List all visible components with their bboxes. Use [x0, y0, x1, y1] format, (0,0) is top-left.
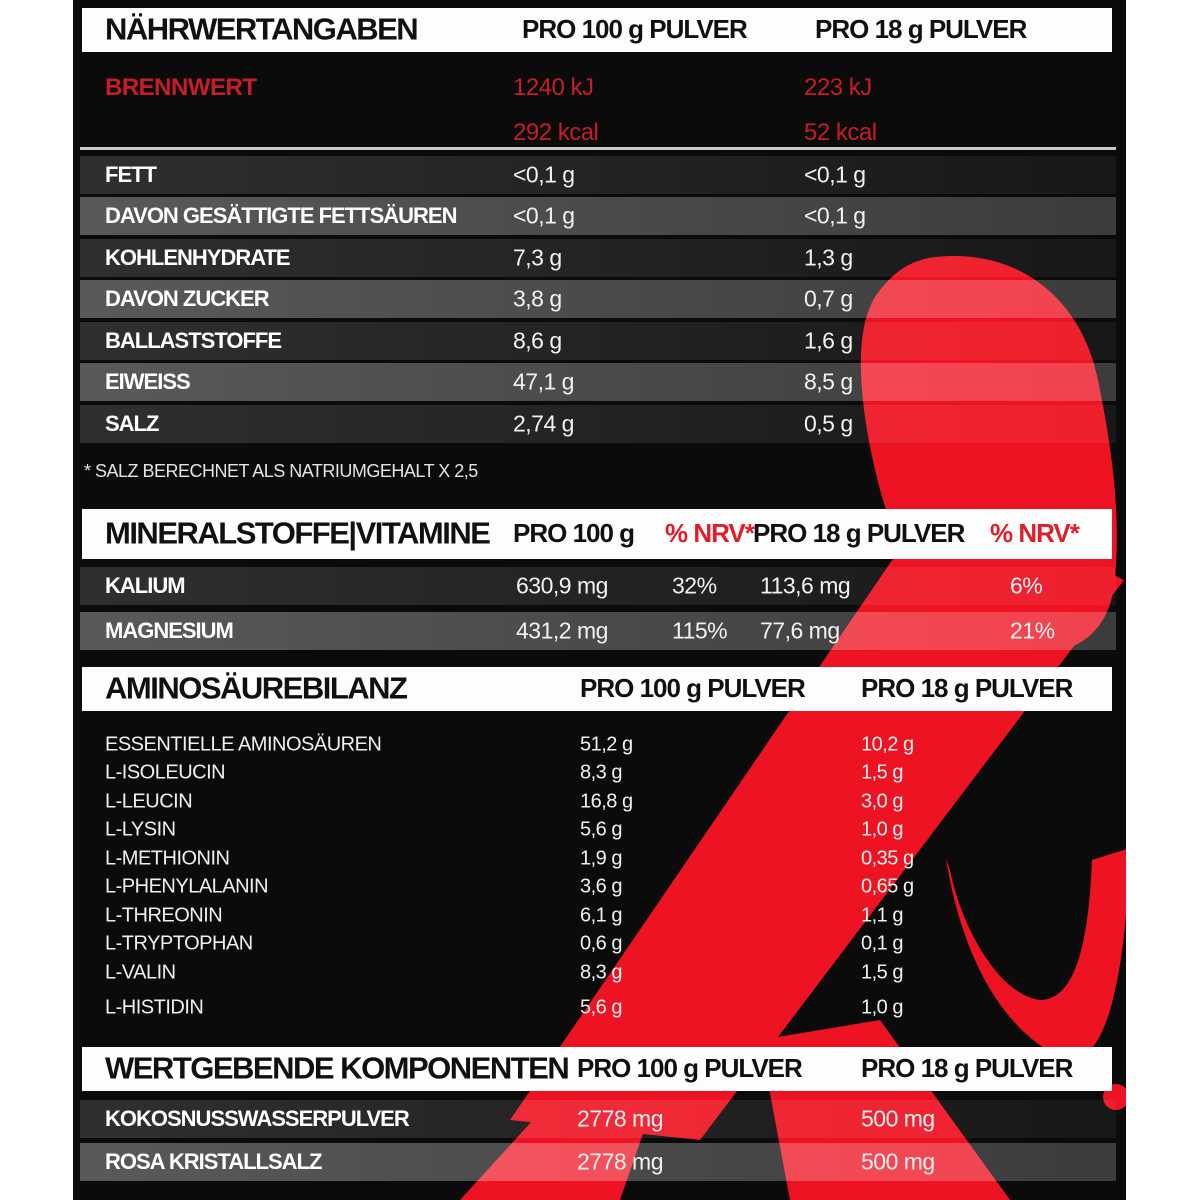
amino-label: L-VALIN [105, 961, 176, 984]
value-per-18g: 1,5 g [861, 761, 903, 784]
value-per-100g: 47,1 g [513, 368, 574, 395]
nrv-per-18g: 21% [1010, 617, 1055, 644]
table-row-zucker [80, 280, 1116, 318]
table-row-eiweiss [80, 363, 1116, 401]
energy-row-kj [80, 70, 1116, 106]
table-row-kalium [80, 567, 1116, 605]
nutrient-label: DAVON ZUCKER [105, 286, 269, 311]
nrv-per-18g: 6% [1010, 572, 1043, 599]
value-per-100g: 2778 mg [577, 1105, 664, 1132]
value-per-18g: <0,1 g [804, 202, 866, 229]
energy-kcal-per-18g: 52 kcal [804, 119, 877, 146]
nutrient-label: BALLASTSTOFFE [105, 328, 282, 353]
minerals-col-nrv-100g: % NRV* [665, 517, 754, 548]
table-row-salz [80, 405, 1116, 443]
value-per-18g: 10,2 g [861, 733, 914, 756]
aminos-header-bar [82, 667, 1112, 711]
value-per-100g: 1,9 g [580, 847, 622, 870]
table-row-fett [80, 156, 1116, 194]
amino-row [80, 845, 1116, 873]
value-per-18g: 500 mg [861, 1148, 935, 1175]
minerals-col-18g: PRO 18 g PULVER [753, 517, 965, 548]
value-per-18g: 1,1 g [861, 904, 903, 927]
value-per-100g: 8,3 g [580, 761, 622, 784]
value-per-18g: 77,6 mg [760, 617, 840, 644]
label-panel [73, 0, 1126, 1200]
value-per-100g: 2778 mg [577, 1148, 664, 1175]
table-row-ballaststoffe [80, 322, 1116, 360]
value-per-100g: 2,74 g [513, 410, 574, 437]
aminos-title: AMINOSÄUREBILANZ [105, 670, 407, 706]
table-row-kohlenhydrate [80, 239, 1116, 277]
table-row-magnesium [80, 612, 1116, 650]
nutrient-label: DAVON GESÄTTIGTE FETTSÄUREN [105, 203, 457, 228]
aminos-col-18g: PRO 18 g PULVER [861, 672, 1073, 703]
amino-row [80, 930, 1116, 958]
amino-row [80, 816, 1116, 844]
value-per-18g: 1,3 g [804, 244, 853, 271]
amino-label: L-LEUCIN [105, 790, 193, 813]
nrv-per-100g: 115% [672, 617, 728, 644]
value-per-100g: 8,3 g [580, 961, 622, 984]
amino-row [80, 959, 1116, 987]
table-row-kokosnusswasser [80, 1100, 1116, 1138]
value-per-100g: 8,6 g [513, 327, 562, 354]
nutrient-label: FETT [105, 162, 156, 187]
value-per-18g: 1,6 g [804, 327, 853, 354]
amino-label: L-LYSIN [105, 818, 176, 841]
value-per-100g: 3,6 g [580, 875, 622, 898]
value-per-100g: <0,1 g [513, 202, 575, 229]
value-per-100g: 16,8 g [580, 790, 633, 813]
value-per-100g: 5,6 g [580, 818, 622, 841]
energy-label: BRENNWERT [105, 74, 257, 101]
amino-label: L-TRYPTOPHAN [105, 932, 253, 955]
value-per-100g: 51,2 g [580, 733, 633, 756]
components-col-100g: PRO 100 g PULVER [577, 1052, 802, 1083]
nutrition-col-100g: PRO 100 g PULVER [522, 13, 747, 44]
energy-kcal-per-100g: 292 kcal [513, 119, 599, 146]
value-per-18g: 0,65 g [861, 875, 914, 898]
value-per-18g: 8,5 g [804, 368, 853, 395]
minerals-title: MINERALSTOFFE|VITAMINE [105, 515, 490, 551]
table-row-kristallsalz [80, 1143, 1116, 1181]
value-per-18g: 1,0 g [861, 818, 903, 841]
minerals-header-bar [82, 509, 1112, 559]
nutrient-label: SALZ [105, 411, 159, 436]
value-per-18g: 1,0 g [861, 996, 903, 1019]
components-col-18g: PRO 18 g PULVER [861, 1052, 1073, 1083]
value-per-18g: 500 mg [861, 1105, 935, 1132]
nutrient-label: KOHLENHYDRATE [105, 245, 290, 270]
value-per-18g: 1,5 g [861, 961, 903, 984]
amino-label: L-ISOLEUCIN [105, 761, 226, 784]
aminos-col-100g: PRO 100 g PULVER [580, 672, 805, 703]
value-per-100g: 5,6 g [580, 996, 622, 1019]
value-per-100g: 630,9 mg [516, 572, 608, 599]
amino-label: ESSENTIELLE AMINOSÄUREN [105, 733, 382, 756]
section-divider [80, 147, 1116, 150]
amino-row [80, 873, 1116, 901]
page-margin-right [1126, 0, 1200, 1200]
value-per-18g: 113,6 mg [760, 572, 851, 599]
amino-label: L-HISTIDIN [105, 996, 204, 1019]
value-per-100g: 7,3 g [513, 244, 562, 271]
amino-row [80, 902, 1116, 930]
value-per-18g: 3,0 g [861, 790, 903, 813]
value-per-18g: 0,7 g [804, 285, 853, 312]
amino-label: L-THREONIN [105, 904, 223, 927]
amino-label: L-PHENYLALANIN [105, 875, 269, 898]
mineral-label: MAGNESIUM [105, 618, 233, 643]
value-per-18g: <0,1 g [804, 161, 866, 188]
value-per-100g: <0,1 g [513, 161, 575, 188]
salt-footnote: * SALZ BERECHNET ALS NATRIUMGEHALT X 2,5 [84, 461, 478, 481]
energy-row-kcal [80, 115, 1116, 151]
amino-row [80, 759, 1116, 787]
value-per-100g: 0,6 g [580, 932, 622, 955]
nutrient-label: EIWEISS [105, 369, 190, 394]
amino-label: L-METHIONIN [105, 847, 230, 870]
component-label: KOKOSNUSSWASSERPULVER [105, 1106, 409, 1131]
minerals-col-nrv-18g: % NRV* [990, 517, 1079, 548]
amino-row [80, 731, 1116, 759]
table-row-gesaettigte [80, 197, 1116, 235]
minerals-col-100g: PRO 100 g [513, 517, 635, 548]
amino-row [80, 788, 1116, 816]
value-per-100g: 431,2 mg [516, 617, 608, 644]
value-per-18g: 0,1 g [861, 932, 903, 955]
components-title: WERTGEBENDE KOMPONENTEN [105, 1050, 569, 1086]
energy-kj-per-18g: 223 kJ [804, 74, 872, 101]
nutrition-col-18g: PRO 18 g PULVER [815, 13, 1027, 44]
nutrition-title: NÄHRWERTANGABEN [105, 11, 418, 47]
value-per-18g: 0,35 g [861, 847, 914, 870]
component-label: ROSA KRISTALLSALZ [105, 1149, 322, 1174]
value-per-18g: 0,5 g [804, 410, 853, 437]
nrv-per-100g: 32% [672, 572, 717, 599]
nutrition-header-bar [82, 8, 1112, 52]
components-header-bar [82, 1047, 1112, 1091]
page-margin-left [0, 0, 73, 1200]
value-per-100g: 3,8 g [513, 285, 562, 312]
value-per-100g: 6,1 g [580, 904, 622, 927]
amino-row [80, 994, 1116, 1022]
mineral-label: KALIUM [105, 573, 185, 598]
energy-kj-per-100g: 1240 kJ [513, 74, 594, 101]
